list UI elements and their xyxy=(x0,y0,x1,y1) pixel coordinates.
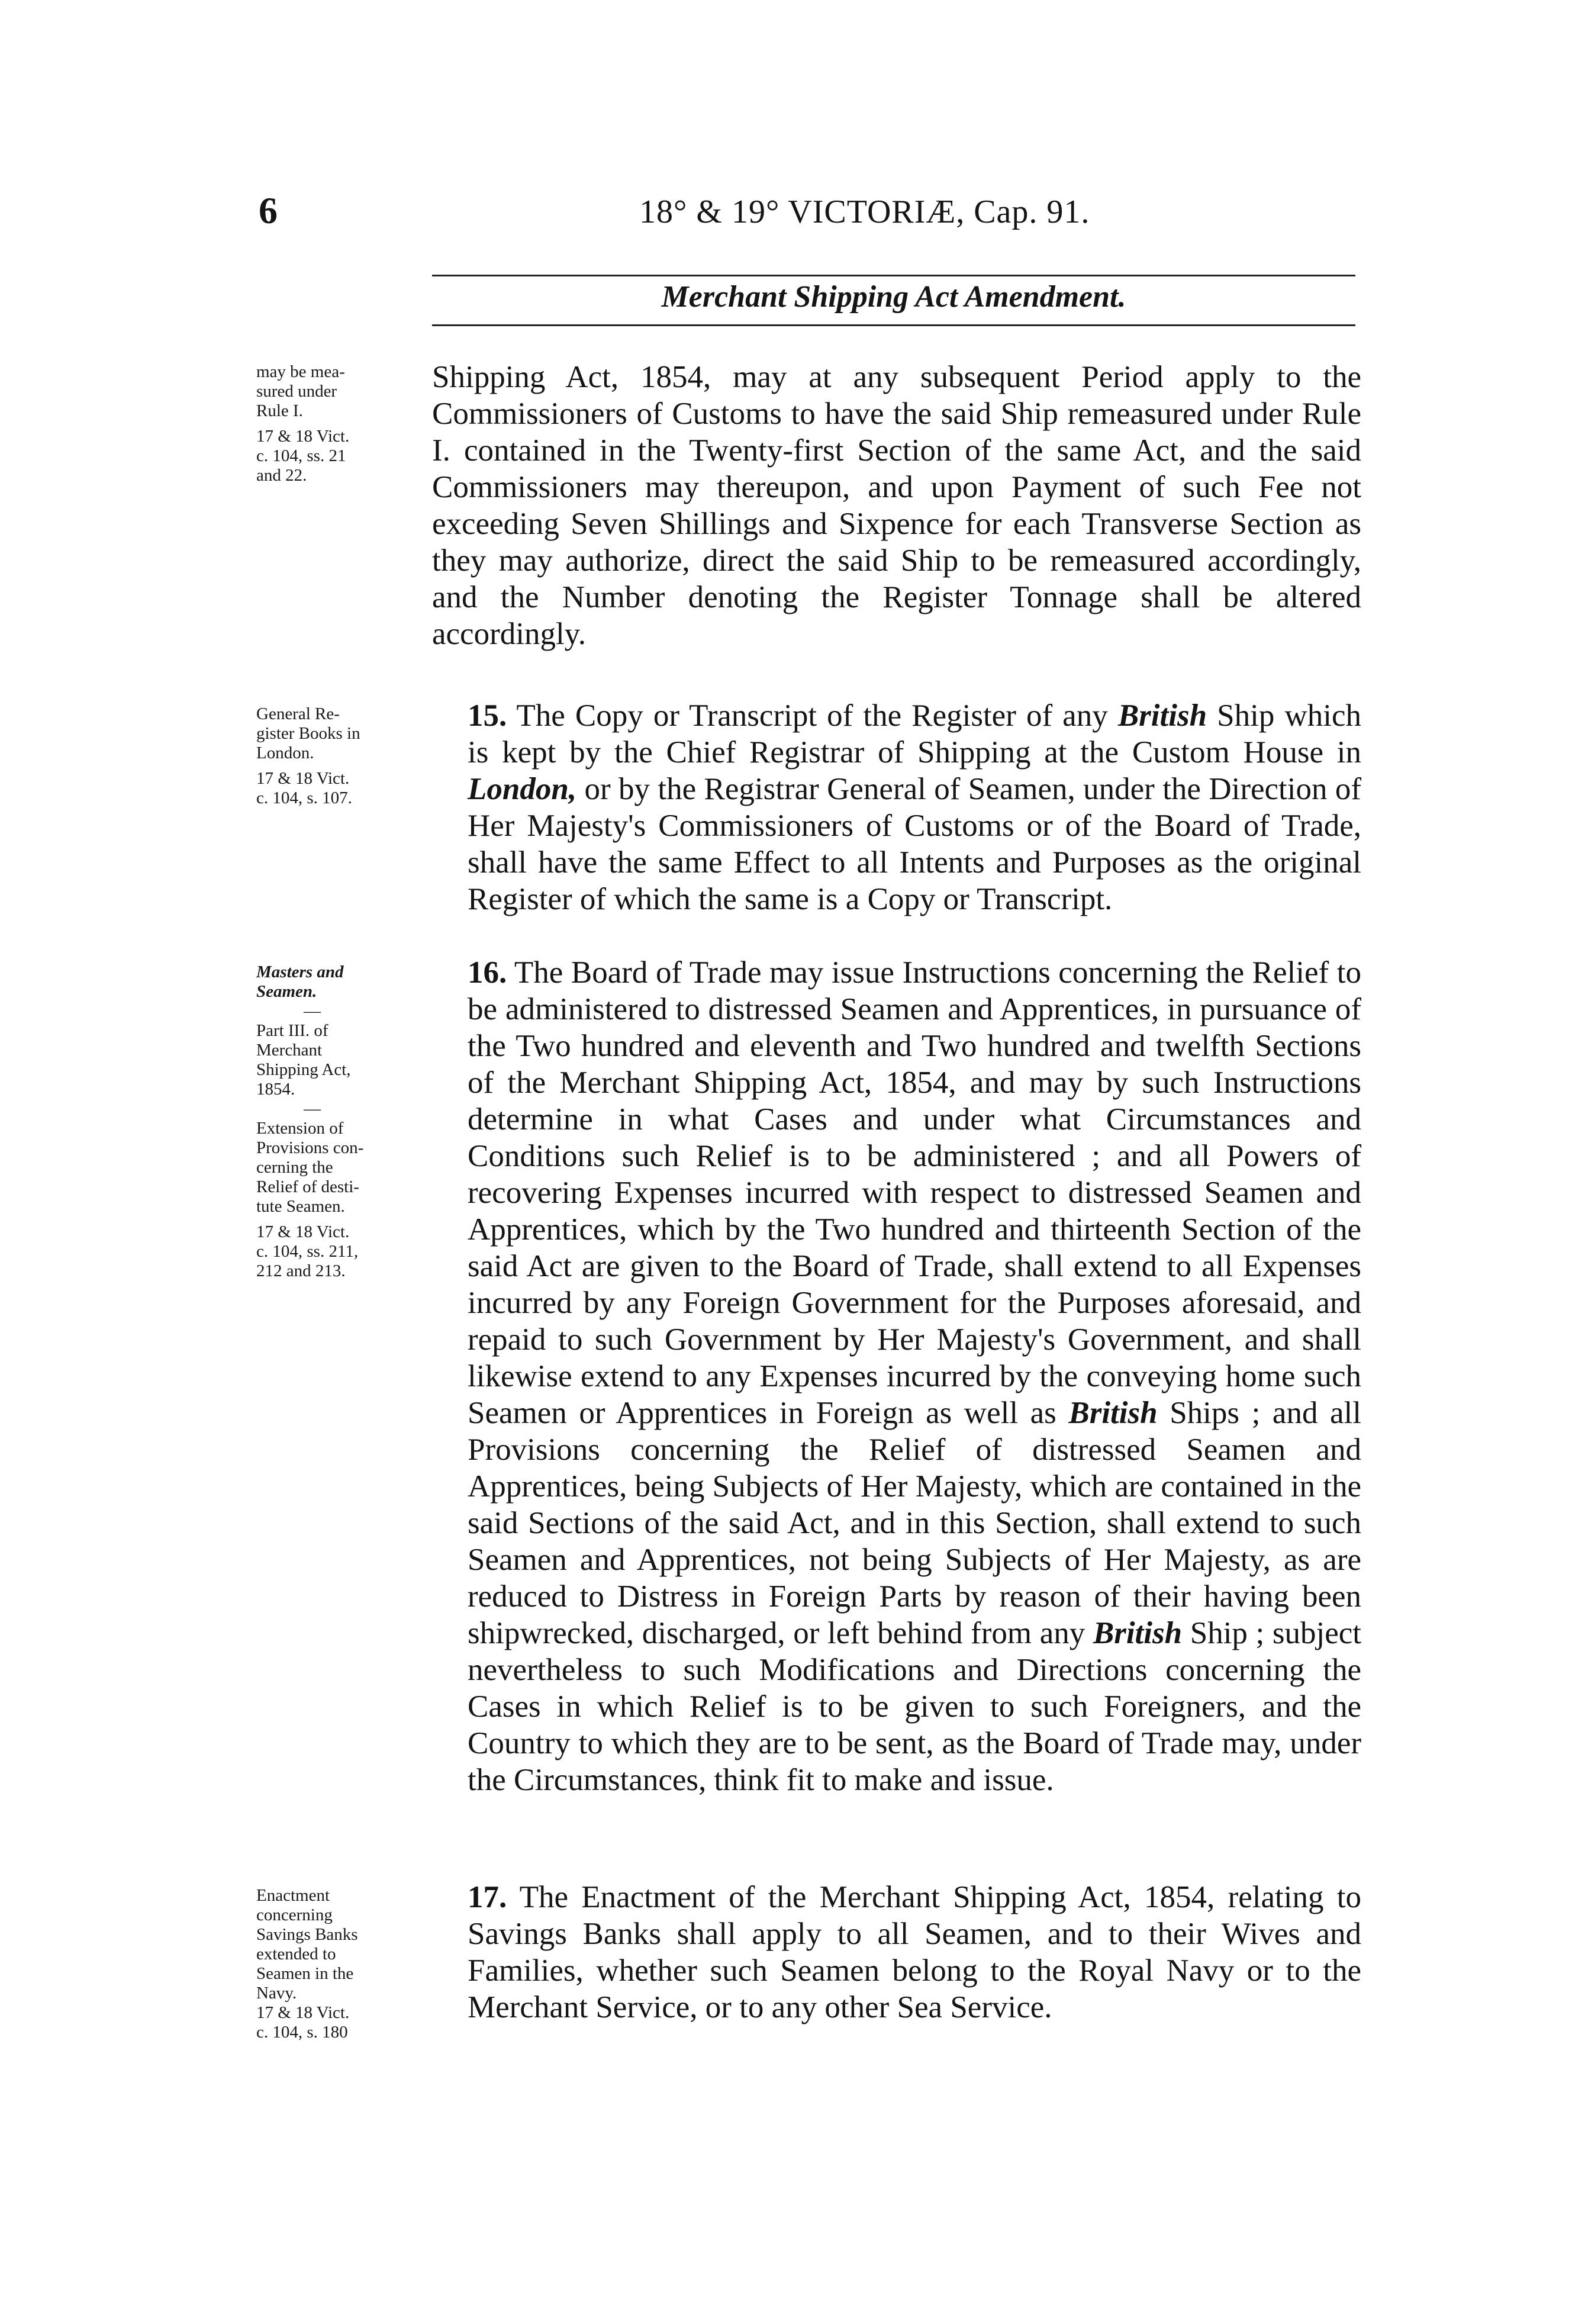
section-number: 15. xyxy=(468,699,507,733)
section-number: 16. xyxy=(468,955,507,990)
note-line: 1854. xyxy=(256,1080,295,1099)
note-citation: 17 & 18 Vict. xyxy=(256,2003,350,2022)
italic-term: British xyxy=(1117,699,1207,733)
note-citation: c. 104, s. 107. xyxy=(256,788,352,807)
note-citation: and 22. xyxy=(256,466,307,485)
section-text: Ship ; subject nevertheless to such Modifications and Directions concerning the Cases in which Relief is to be given to such Foreigners, and the Country to which they are to be sent, as the Board of Trade may, under the Circumstances, think fit to make and issue. xyxy=(468,1616,1362,1797)
section-15 xyxy=(432,697,1361,918)
note-heading: Masters and xyxy=(256,963,344,981)
note-line: sured under xyxy=(256,382,337,401)
running-title: 18° & 19° VICTORIÆ, Cap. 91. xyxy=(639,194,1090,230)
bottom-rule xyxy=(432,324,1355,326)
note-line: Savings Banks xyxy=(256,1925,358,1944)
italic-term: London, xyxy=(468,772,577,806)
italic-term: British xyxy=(1093,1616,1183,1650)
italic-term: British xyxy=(1068,1396,1158,1430)
note-line: Seamen in the xyxy=(256,1964,354,1983)
section-text: The Enactment of the Merchant Shipping Act, 1854, relating to Savings Banks shall apply to all Seamen, and to their Wives and Families, whether such Seamen belong to the Royal Navy or to the Merchant Service, or to any other Sea Service. xyxy=(468,1880,1361,2024)
note-line: cerning the xyxy=(256,1158,333,1177)
note-citation: c. 104, ss. 211, xyxy=(256,1242,359,1261)
note-citation: c. 104, ss. 21 xyxy=(256,446,346,465)
note-line: concerning xyxy=(256,1905,333,1924)
paragraph-text: Shipping Act, 1854, may at any subsequent Period apply to the Commissioners of Customs to have the said Ship remeasured under Rule I. contained in the Twenty-first Section of the same Act, and the said Commissioners may thereupon, and upon Payment of such Fee not exceeding Seven Shillings and Sixpence for each Transverse Section as they may authorize, direct the said Ship to be remeasured accordingly, and the Number denoting the Register Tonnage shall be altered accordingly. xyxy=(432,360,1361,651)
note-line: gister Books in xyxy=(256,724,360,743)
continued-paragraph xyxy=(432,359,1361,652)
note-citation: 17 & 18 Vict. xyxy=(256,1222,350,1241)
note-line: Shipping Act, xyxy=(256,1060,351,1079)
section-17 xyxy=(432,1879,1361,2026)
note-citation: c. 104, s. 180 xyxy=(256,2023,348,2042)
section-number: 17. xyxy=(468,1880,507,1914)
section-text: Ship which is kept by the Chief Registrar of Shipping at the Custom House in xyxy=(468,699,1361,770)
note-citation: 17 & 18 Vict. xyxy=(256,769,350,788)
note-line: London. xyxy=(256,743,314,762)
section-text: Ships ; and all Provisions concerning the Relief of distressed Seamen and Apprentices, being Subjects of Her Majesty, which are contained in the said Sections of the said Act, and in this Section, shall extend to such Seamen and Apprentices, not being Subjects of Her Majesty, as are reduced to Distress in Foreign Parts by reason of their having been shipwrecked, discharged, or left behind from any xyxy=(468,1396,1361,1650)
margin-note-remeasure xyxy=(256,362,434,485)
note-line: Provisions con- xyxy=(256,1138,364,1157)
note-dash: — xyxy=(304,1099,321,1118)
note-citation: 17 & 18 Vict. xyxy=(256,427,350,446)
note-line: General Re- xyxy=(256,704,340,723)
note-line: Relief of desti- xyxy=(256,1177,359,1196)
note-line: Enactment xyxy=(256,1886,330,1905)
note-line: extended to xyxy=(256,1945,336,1964)
section-text: The Board of Trade may issue Instructions concerning the Relief to be administered to distressed Seamen and Apprentices, in pursuance of the Two hundred and eleventh and Two hundred and twelfth Sections of the Merchant Shipping Act, 1854, and may by such Instructions determine in what Cases and under what Circumstances and Conditions such Relief is to be administered ; and all Powers of recovering Expenses incurred with respect to distressed Seamen and Apprentices, which by the Two hundred and thirteenth Section of the said Act are given to the Board of Trade, shall extend to all Expenses incurred by any Foreign Government for the Purposes aforesaid, and repaid to such Government by Her Majesty's Government, and shall likewise extend to any Expenses incurred by the conveying home such Seamen or Apprentices in Foreign as well as xyxy=(468,955,1361,1430)
section-text: or by the Registrar General of Seamen, under the Direction of Her Majesty's Commissioners of Customs or of the Board of Trade, shall have the same Effect to all Intents and Purposes as the original Register of which the same is a Copy or Transcript. xyxy=(468,772,1361,916)
note-line: Rule I. xyxy=(256,401,303,420)
note-dash: — xyxy=(304,1002,321,1021)
page-number: 6 xyxy=(259,189,278,231)
note-line: may be mea- xyxy=(256,362,345,381)
note-line: tute Seamen. xyxy=(256,1197,345,1216)
note-line: Part III. of xyxy=(256,1021,328,1040)
section-16 xyxy=(432,954,1361,1798)
margin-note-savings-banks xyxy=(256,1886,434,2042)
act-title: Merchant Shipping Act Amendment. xyxy=(661,280,1126,314)
note-line: Navy. xyxy=(256,1984,297,2003)
margin-note-masters-seamen xyxy=(256,963,434,1281)
note-line: Extension of xyxy=(256,1119,344,1138)
section-text: The Copy or Transcript of the Register of any xyxy=(507,699,1118,733)
note-line: Merchant xyxy=(256,1041,323,1060)
note-citation: 212 and 213. xyxy=(256,1261,346,1280)
note-heading: Seamen. xyxy=(256,982,317,1001)
margin-note-general-register xyxy=(256,704,434,808)
top-rule xyxy=(432,275,1355,276)
